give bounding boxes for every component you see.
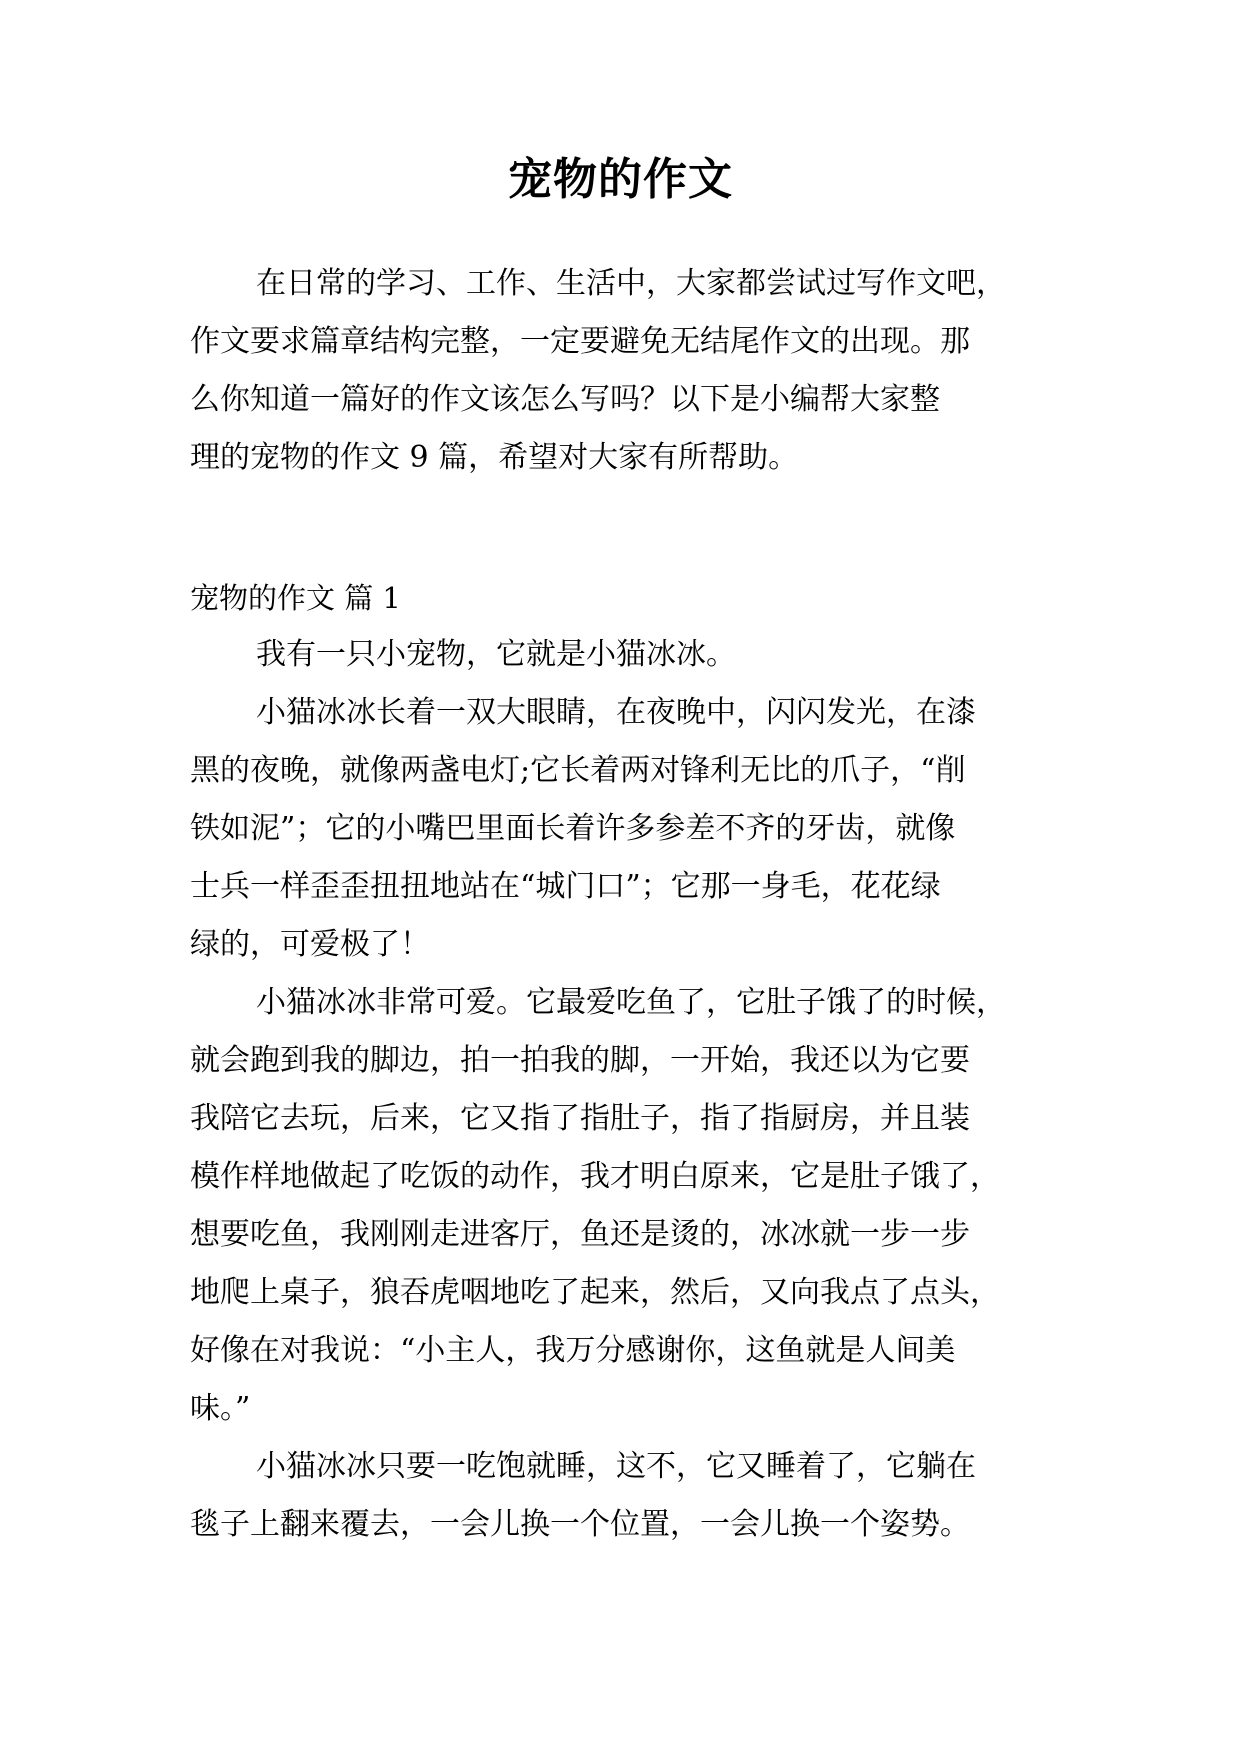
paragraph-line: 模作样地做起了吃饭的动作，我才明白原来，它是肚子饿了， xyxy=(190,1159,1000,1194)
paragraph-line: 我有一只小宠物，它就是小猫冰冰。 xyxy=(256,637,736,672)
paragraph-3 xyxy=(190,974,1070,1438)
paragraph-1 xyxy=(190,626,1070,684)
paragraph-line: 小猫冰冰非常可爱。它最爱吃鱼了，它肚子饿了的时候， xyxy=(256,985,1006,1020)
paragraph-line: 绿的，可爱极了！ xyxy=(190,927,430,962)
section-title: 宠物的作文 篇 1 xyxy=(190,581,401,615)
paragraph-line: 我陪它去玩，后来，它又指了指肚子，指了指厨房，并且装 xyxy=(190,1101,970,1136)
paragraph-line: 毯子上翻来覆去，一会儿换一个位置，一会儿换一个姿势。 xyxy=(190,1507,970,1542)
intro-line: 作文要求篇章结构完整，一定要避免无结尾作文的出现。那 xyxy=(190,324,970,359)
paragraph-line: 想要吃鱼，我刚刚走进客厅，鱼还是烫的，冰冰就一步一步 xyxy=(190,1217,970,1252)
paragraph-line: 铁如泥”；它的小嘴巴里面长着许多参差不齐的牙齿，就像 xyxy=(190,811,956,846)
paragraph-4 xyxy=(190,1438,1070,1554)
section-heading xyxy=(190,568,1070,628)
intro-paragraph xyxy=(190,255,1070,487)
paragraph-line: 味。” xyxy=(190,1391,251,1426)
paragraph-line: 就会跑到我的脚边，拍一拍我的脚，一开始，我还以为它要 xyxy=(190,1043,970,1078)
paragraph-line: 小猫冰冰长着一双大眼睛，在夜晚中，闪闪发光，在漆 xyxy=(256,695,976,730)
document-title: 宠物的作文 xyxy=(508,154,733,205)
paragraph-line: 地爬上桌子，狼吞虎咽地吃了起来，然后，又向我点了点头， xyxy=(190,1275,1000,1310)
paragraph-2 xyxy=(190,684,1070,974)
paragraph-line: 士兵一样歪歪扭扭地站在“城门口”；它那一身毛，花花绿 xyxy=(190,869,941,904)
paragraph-line: 黑的夜晚，就像两盏电灯;它长着两对锋利无比的爪子，“削 xyxy=(190,753,966,788)
intro-line: 理的宠物的作文 9 篇，希望对大家有所帮助。 xyxy=(190,440,799,475)
paragraph-line: 好像在对我说：“小主人，我万分感谢你，这鱼就是人间美 xyxy=(190,1333,956,1368)
intro-line: 么你知道一篇好的作文该怎么写吗？以下是小编帮大家整 xyxy=(190,382,940,417)
intro-line: 在日常的学习、工作、生活中，大家都尝试过写作文吧， xyxy=(256,266,1006,301)
paragraph-line: 小猫冰冰只要一吃饱就睡，这不，它又睡着了，它躺在 xyxy=(256,1449,976,1484)
